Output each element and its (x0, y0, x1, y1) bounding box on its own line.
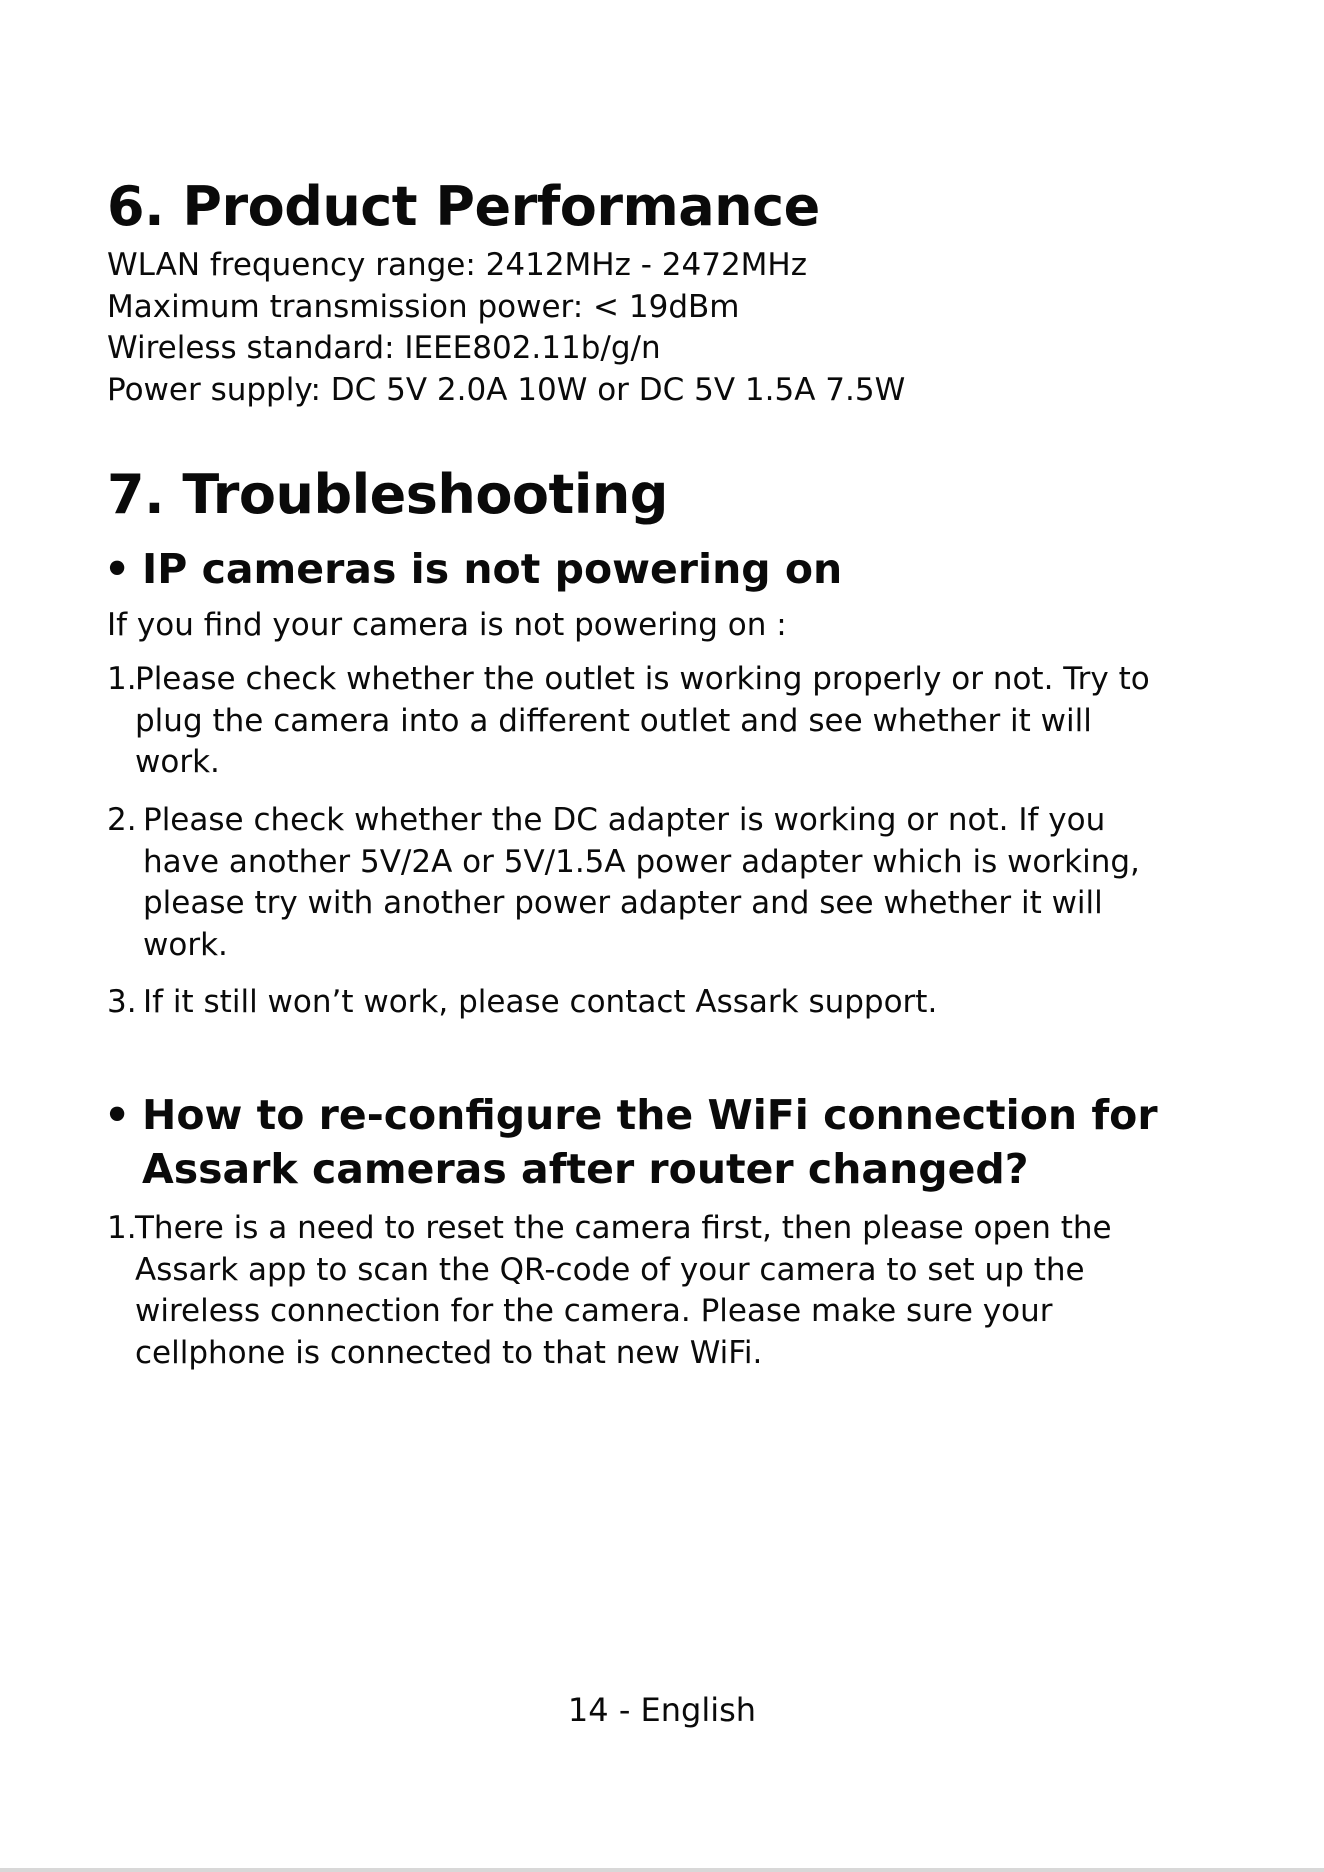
section-heading-troubleshooting: 7. Troubleshooting (107, 463, 668, 526)
bullet-icon: • (104, 1091, 131, 1139)
list-item-line: work. (135, 744, 220, 780)
topic-title-line: Assark cameras after router changed? (142, 1145, 1029, 1193)
list-item-number: 2. (107, 802, 137, 838)
list-item-line: cellphone is connected to that new WiFi. (135, 1334, 763, 1371)
bottom-divider (0, 1868, 1324, 1872)
list-item-line: wireless connection for the camera. Please make sure your (135, 1293, 1053, 1329)
list-item-number: 1. (107, 1210, 137, 1246)
spec-wlan-frequency: WLAN frequency range: 2412MHz - 2472MHz (107, 247, 807, 283)
list-item-line: Assark app to scan the QR-code of your camera to set up the (135, 1251, 1085, 1288)
list-item-number: 1. (107, 661, 137, 697)
list-item (107, 659, 1150, 784)
list-item (107, 1208, 1112, 1374)
bullet-icon: • (104, 545, 131, 593)
spec-max-power: Maximum transmission power: < 19dBm (107, 288, 740, 325)
section-heading-product-performance: 6. Product Performance (107, 175, 820, 238)
list-item-line: Please check whether the DC adapter is working or not. If you (143, 802, 1106, 838)
spec-power-supply: Power supply: DC 5V 2.0A 10W or DC 5V 1.5A 7.5W (107, 371, 906, 408)
list-item-line: have another 5V/2A or 5V/1.5A power adapter which is working, (143, 843, 1140, 880)
list-item-line: work. (143, 926, 228, 963)
list-item (107, 982, 937, 1024)
list-item-line: please try with another power adapter and see whether it will (143, 885, 1103, 921)
page-footer: 14 - English (567, 1691, 757, 1729)
spec-list (107, 245, 905, 411)
list-item (107, 800, 1140, 966)
list-item-line: plug the camera into a different outlet and see whether it will (135, 702, 1092, 739)
spec-wireless-standard: Wireless standard: IEEE802.11b/g/n (107, 330, 661, 366)
list-item-number: 3. (107, 984, 137, 1020)
topic-title: IP cameras is not powering on (142, 545, 843, 593)
list-item-line: Please check whether the outlet is working properly or not. Try to (135, 661, 1150, 697)
topic-intro: If you find your camera is not powering on : (107, 607, 787, 643)
list-item-line: If it still won’t work, please contact Assark support. (143, 984, 938, 1020)
topic-title-line: How to re-configure the WiFi connection for (142, 1091, 1158, 1139)
list-item-line: There is a need to reset the camera first, then please open the (135, 1210, 1112, 1246)
